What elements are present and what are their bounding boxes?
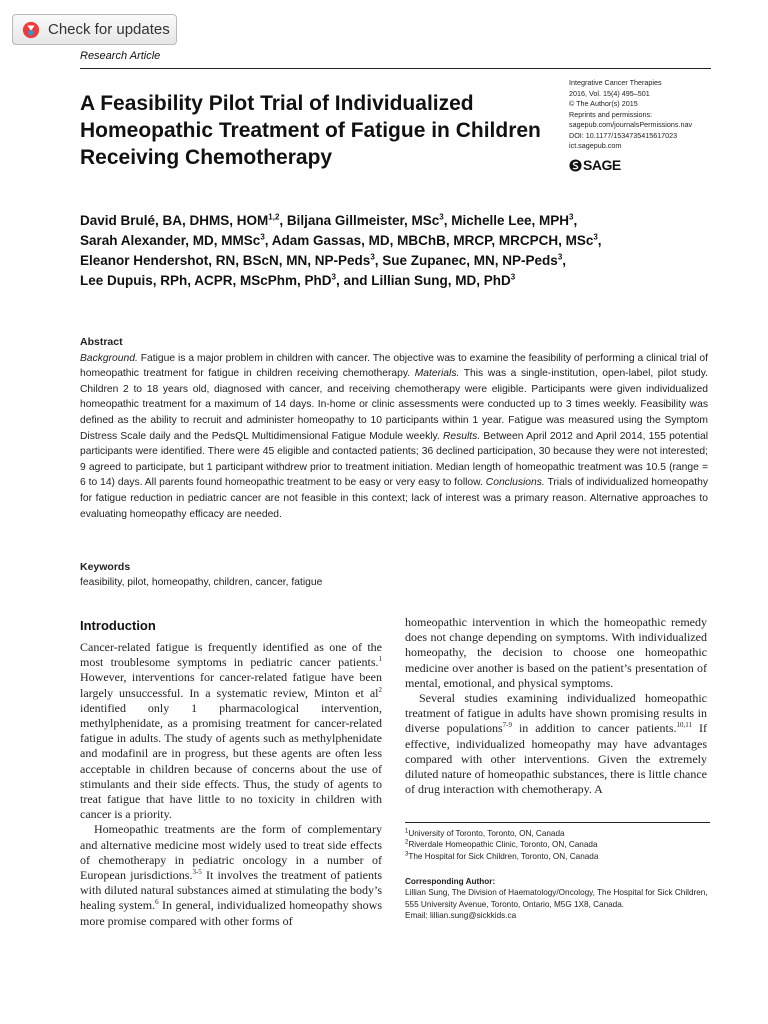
affiliation-item: $^3$The Hospital for Sick Children, Toronto, ON, Canada bbox=[405, 850, 599, 861]
citation[interactable]: 2 bbox=[378, 685, 382, 694]
citation[interactable]: 3-5 bbox=[192, 868, 202, 877]
copyright: © The Author(s) 2015 bbox=[569, 99, 638, 108]
permissions-link[interactable]: sagepub.com/journalsPermissions.nav bbox=[569, 120, 693, 129]
author: Sue Zupanec, MN, NP-Peds bbox=[382, 253, 558, 268]
footnote-divider bbox=[405, 822, 710, 823]
corresponding-author bbox=[405, 876, 710, 921]
intro-paragraph-4: Several studies examining individualized homeopathic treatment of fatigue in adults have shown promising results in diverse populations$^{7-9}$ in addition to cancer patients.$^{10,11}$ If effective, individualized homeopathy may have advantages compared with other interventions. Given the extremely diluted nature of homeopathic substances, there is little chance of drug interaction with chemotherapy. A bbox=[405, 691, 708, 797]
article-type: Research Article bbox=[80, 50, 161, 62]
intro-paragraph-1: Cancer-related fatigue is frequently identified as one of the most troublesome symptoms in pediatric cancer patients.$^1$ However, interventions for cancer-related fatigue have been largely unsuccessful. In a systematic review, Minton et $al^2$ identified only 1 pharmacological intervention, methylphenidate, as a promising treatment for cancer-related fatigue in adults. The study of agents such as methylphenidate and modafinil are in progress, but these agents are often less acceptable in children because of concerns about the use of stimulants and their side effects. Thus, the study of agents to treat fatigue that have little to no toxicity in children with cancer is a priority. bbox=[80, 640, 382, 822]
keywords-text: feasibility, pilot, homeopathy, children, cancer, fatigue bbox=[80, 577, 323, 588]
citation[interactable]: 7-9 bbox=[502, 721, 512, 730]
author: Lee Dupuis, RPh, ACPR, MScPhm, PhD bbox=[80, 273, 332, 288]
author-affiliation: 3 bbox=[439, 212, 444, 222]
author-affiliation: 3 bbox=[593, 232, 598, 242]
check-for-updates-label: Check for updates bbox=[48, 21, 170, 38]
author: Sarah Alexander, MD, MMSc bbox=[80, 233, 261, 248]
background-text: Fatigue is a major problem in children with cancer. The objective was to examine the feasibility of performing a clinical trial of homeopathic treatment for fatigue in children receiving chemotherapy. bbox=[80, 352, 708, 380]
author: Lillian Sung, MD, PhD bbox=[371, 273, 511, 288]
right-column bbox=[405, 615, 707, 797]
conclusions-label: Conclusions. bbox=[485, 477, 545, 489]
author-affiliation: 3 bbox=[569, 212, 574, 222]
journal-name: Integrative Cancer Therapies bbox=[569, 78, 662, 87]
keywords bbox=[80, 560, 708, 590]
corresponding-heading: Corresponding Author: bbox=[405, 877, 496, 886]
author-affiliation: 1,2 bbox=[268, 212, 280, 222]
article-title: A Feasibility Pilot Trial of Individualized Homeopathic Treatment of Fatigue in Children Receiving Chemotherapy bbox=[80, 92, 541, 169]
publisher-name: SAGE bbox=[583, 157, 621, 173]
keywords-heading: Keywords bbox=[80, 561, 131, 573]
affiliations bbox=[405, 828, 710, 862]
materials-text: This was a single-institution, open-label, pilot study. Children 2 to 18 years old, diagnosed with cancer, and receiving chemotherapy were eligible. Participants were given individualized homeopathic treatment for a maximum of 14 days. In-home or clinic assessments were conducted up to 3 times weekly. Feasibility was defined as the ability to recruit and administer homeopathy to 10 participants within 1 year. Fatigue was measured using the Symptom Distress Scale daily and the PedsQL Multidimensional Fatigue Module weekly. bbox=[80, 368, 708, 442]
journal-volume: 2016, Vol. 15(4) 495–501 bbox=[569, 88, 650, 98]
corresponding-address: Lillian Sung, The Division of Haematology/Oncology, The Hospital for Sick Children, 555 University Avenue, Toronto, Ontario, M5G 1X8, Canada. bbox=[405, 888, 708, 909]
author-list: David Brulé, BA, DHMS, HOM$^{1,2}$, Biljana Gillmeister, MSc$^3$, Michelle Lee, MPH$^3$, Sarah Alexander, MD, MMSc$^3$, Adam Gassas, MD, MBChB, MRCP, MRCPCH, MSc$^3$, Eleanor Hendershot, RN, BScN, MN, NP-Peds$^3$, Sue Zupanec, MN, NP-Peds$^3$, Lee Dupuis, RPh, ACPR, MScPhm, PhD$^3$, and Lillian Sung, MD, PhD$^3$ bbox=[80, 212, 602, 288]
conclusions-text: Trials of individualized homeopathy for fatigue reduction in pediatric cancer are not feasible in this context; lack of interest was a primary reason. Alternative approaches to evaluating homeopathy efficacy are needed. bbox=[80, 477, 708, 520]
introduction-heading: Introduction bbox=[80, 618, 156, 633]
author-affiliation: 3 bbox=[510, 272, 516, 282]
author: Adam Gassas, MD, MBChB, MRCP, MRCPCH, MSc bbox=[271, 233, 594, 248]
intro-paragraph-2: Homeopathic treatments are the form of complementary and alternative medicine most widely used to treat side effects of chemotherapy in pediatric oncology in a number of European jurisdictions.$^{3-5}$ It involves the treatment of patients with diluted natural substances aimed at stimulating the body’s healing system.$^6$ In general, individualized homeopathy shows more promise compared with other forms of bbox=[80, 822, 383, 928]
affiliation-item: $^1$University of Toronto, Toronto, ON, Canada bbox=[405, 828, 565, 838]
author-affiliation: 3 bbox=[331, 272, 336, 282]
materials-label: Materials. bbox=[414, 368, 460, 380]
author-affiliation: 3 bbox=[370, 252, 375, 262]
left-column bbox=[80, 640, 382, 929]
corresponding-email[interactable]: Email: lillian.sung@sickkids.ca bbox=[405, 910, 517, 920]
author-affiliation: 3 bbox=[557, 252, 563, 262]
background-label: Background. bbox=[80, 352, 138, 364]
reprints-label: Reprints and permissions: bbox=[569, 109, 653, 119]
citation[interactable]: 1 bbox=[378, 655, 382, 664]
citation[interactable]: 10,11 bbox=[676, 721, 693, 730]
intro-paragraph-3: homeopathic intervention in which the homeopathic remedy does not change depending on symptoms. With individualized homeopathy, the decision to choose one homeopathic medicine over another is based on the patient’s presentation of mental, emotional, and physical symptoms. bbox=[405, 615, 707, 690]
author: David Brulé, BA, DHMS, HOM bbox=[80, 213, 269, 228]
author: Michelle Lee, MPH bbox=[451, 213, 569, 228]
author-affiliation: 3 bbox=[260, 232, 265, 242]
author: Biljana Gillmeister, MSc bbox=[286, 213, 440, 228]
abstract bbox=[80, 335, 708, 522]
journal-meta bbox=[569, 78, 719, 152]
crossmark-icon bbox=[22, 21, 40, 39]
author: Eleanor Hendershot, RN, BScN, MN, NP-Peds bbox=[80, 253, 371, 268]
journal-site-link[interactable]: ict.sagepub.com bbox=[569, 141, 622, 150]
results-text: Between April 2012 and April 2014, 155 potential participants were identified. There were 45 eligible and contacted patients; 36 declined participation, 30 because they were not interested; 9 agreed to participate, but 1 participant withdrew prior to treatment initiation. Median length of homeopathic treatment was 10.5 (range = 6 to 14) days. All parents found homeopathic treatment to be easy or very easy to follow. bbox=[80, 430, 709, 489]
affiliation-item: $^2$Riverdale Homeopathic Clinic, Toronto, ON, Canada bbox=[405, 839, 598, 850]
header-divider bbox=[80, 68, 711, 69]
sage-logo-icon bbox=[569, 159, 582, 172]
results-label: Results. bbox=[442, 430, 481, 442]
abstract-body bbox=[80, 351, 708, 523]
abstract-heading: Abstract bbox=[80, 336, 123, 348]
check-for-updates-button[interactable] bbox=[12, 14, 177, 45]
doi-link[interactable]: DOI: 10.1177/1534735415617023 bbox=[569, 130, 678, 140]
publisher-logo bbox=[569, 157, 621, 173]
citation[interactable]: 6 bbox=[155, 898, 159, 907]
